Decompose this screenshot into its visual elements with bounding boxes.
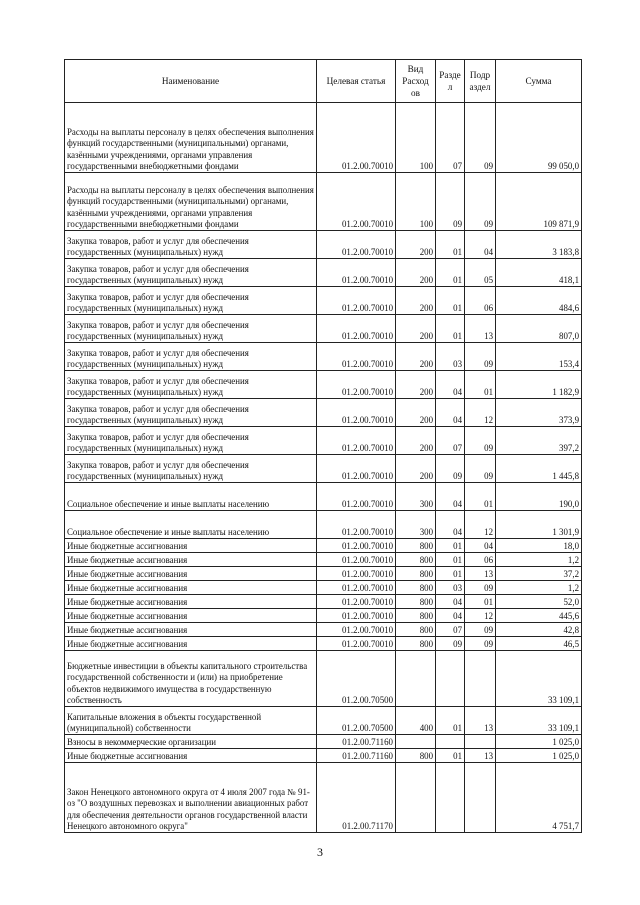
row-section: 04 [436, 511, 465, 539]
row-subsection: 12 [465, 609, 496, 623]
row-subsection: 01 [465, 371, 496, 399]
row-amount: 4 751,7 [496, 763, 582, 833]
row-code: 01.2.00.70010 [317, 539, 396, 553]
row-name: Закон Ненецкого автономного округа от 4 июля 2007 года № 91-оз "О воздушных перевозках и выполнении авиационных работ для обеспечения деятельности органов государственной власти Ненецкого автономного округа" [65, 763, 317, 833]
row-name: Иные бюджетные ассигнования [65, 609, 317, 623]
row-section [436, 651, 465, 707]
row-section: 04 [436, 483, 465, 511]
row-subsection: 12 [465, 511, 496, 539]
row-type: 100 [396, 103, 436, 173]
row-code: 01.2.00.71170 [317, 763, 396, 833]
row-name: Закупка товаров, работ и услуг для обеспечения государственных (муниципальных) нужд [65, 455, 317, 483]
row-name: Закупка товаров, работ и услуг для обеспечения государственных (муниципальных) нужд [65, 371, 317, 399]
row-subsection: 09 [465, 103, 496, 173]
row-section: 09 [436, 637, 465, 651]
row-type: 200 [396, 455, 436, 483]
row-amount: 1,2 [496, 553, 582, 567]
row-subsection: 06 [465, 553, 496, 567]
row-amount: 397,2 [496, 427, 582, 455]
row-subsection: 13 [465, 315, 496, 343]
row-amount: 99 050,0 [496, 103, 582, 173]
row-name: Закупка товаров, работ и услуг для обеспечения государственных (муниципальных) нужд [65, 399, 317, 427]
row-name: Иные бюджетные ассигнования [65, 567, 317, 581]
row-code: 01.2.00.70010 [317, 609, 396, 623]
row-subsection: 05 [465, 259, 496, 287]
table-row [65, 399, 582, 427]
row-name: Иные бюджетные ассигнования [65, 595, 317, 609]
table-row [65, 427, 582, 455]
table-row [65, 581, 582, 595]
row-subsection: 06 [465, 287, 496, 315]
row-section: 01 [436, 707, 465, 735]
row-subsection: 09 [465, 455, 496, 483]
row-code: 01.2.00.70010 [317, 595, 396, 609]
row-name: Закупка товаров, работ и услуг для обеспечения государственных (муниципальных) нужд [65, 231, 317, 259]
row-subsection: 13 [465, 707, 496, 735]
row-name: Иные бюджетные ассигнования [65, 539, 317, 553]
row-amount: 153,4 [496, 343, 582, 371]
row-code: 01.2.00.71160 [317, 749, 396, 763]
row-type: 200 [396, 259, 436, 287]
row-code: 01.2.00.70010 [317, 231, 396, 259]
row-code: 01.2.00.70010 [317, 483, 396, 511]
row-name: Иные бюджетные ассигнования [65, 623, 317, 637]
row-subsection: 04 [465, 539, 496, 553]
row-section: 07 [436, 427, 465, 455]
row-section: 04 [436, 595, 465, 609]
table-row [65, 651, 582, 707]
row-amount: 1 025,0 [496, 735, 582, 749]
table-row [65, 763, 582, 833]
row-code: 01.2.00.70010 [317, 581, 396, 595]
row-amount: 1 182,9 [496, 371, 582, 399]
table-row [65, 735, 582, 749]
table-row [65, 173, 582, 231]
row-amount: 190,0 [496, 483, 582, 511]
table-row [65, 231, 582, 259]
row-name: Закупка товаров, работ и услуг для обеспечения государственных (муниципальных) нужд [65, 259, 317, 287]
row-code: 01.2.00.70010 [317, 623, 396, 637]
table-body [65, 103, 582, 833]
table-row [65, 595, 582, 609]
table-row [65, 567, 582, 581]
row-type [396, 763, 436, 833]
header-target: Целевая статья [317, 60, 396, 103]
row-name: Иные бюджетные ассигнования [65, 637, 317, 651]
row-type: 800 [396, 609, 436, 623]
row-subsection: 09 [465, 427, 496, 455]
table-row [65, 371, 582, 399]
row-amount: 46,5 [496, 637, 582, 651]
row-name: Закупка товаров, работ и услуг для обеспечения государственных (муниципальных) нужд [65, 343, 317, 371]
row-name: Бюджетные инвестиции в объекты капитального строительства государственной собственности и (или) на приобретение объектов недвижимого имущества в государственную собственность [65, 651, 317, 707]
table-row [65, 637, 582, 651]
row-amount: 33 109,1 [496, 651, 582, 707]
row-name: Закупка товаров, работ и услуг для обеспечения государственных (муниципальных) нужд [65, 287, 317, 315]
row-subsection [465, 763, 496, 833]
table-row [65, 609, 582, 623]
row-amount: 109 871,9 [496, 173, 582, 231]
table-row [65, 103, 582, 173]
row-type: 800 [396, 595, 436, 609]
table-row [65, 553, 582, 567]
row-code: 01.2.00.70010 [317, 371, 396, 399]
row-type: 200 [396, 399, 436, 427]
table-row [65, 707, 582, 735]
row-amount: 37,2 [496, 567, 582, 581]
row-subsection: 01 [465, 595, 496, 609]
row-name: Иные бюджетные ассигнования [65, 581, 317, 595]
row-section: 01 [436, 553, 465, 567]
row-name: Закупка товаров, работ и услуг для обеспечения государственных (муниципальных) нужд [65, 427, 317, 455]
row-code: 01.2.00.70010 [317, 511, 396, 539]
row-code: 01.2.00.70010 [317, 399, 396, 427]
row-subsection: 09 [465, 623, 496, 637]
row-type: 200 [396, 287, 436, 315]
row-code: 01.2.00.70010 [317, 637, 396, 651]
table-row [65, 455, 582, 483]
row-type: 800 [396, 553, 436, 567]
row-amount: 484,6 [496, 287, 582, 315]
row-section: 01 [436, 287, 465, 315]
row-name: Капитальные вложения в объекты государственной (муниципальной) собственности [65, 707, 317, 735]
row-amount: 1 301,9 [496, 511, 582, 539]
table-row [65, 287, 582, 315]
row-section: 04 [436, 399, 465, 427]
row-amount: 445,6 [496, 609, 582, 623]
row-subsection [465, 651, 496, 707]
row-code: 01.2.00.70010 [317, 173, 396, 231]
row-section: 01 [436, 749, 465, 763]
row-name: Расходы на выплаты персоналу в целях обеспечения выполнения функций государственными (муниципальными) органами, казёнными учреждениями, органами управления государственными внебюджетными фондами [65, 173, 317, 231]
row-type: 200 [396, 427, 436, 455]
row-type: 800 [396, 539, 436, 553]
row-amount: 1 025,0 [496, 749, 582, 763]
row-name: Расходы на выплаты персоналу в целях обеспечения выполнения функций государственными (муниципальными) органами, казёнными учреждениями, органами управления государственными внебюджетными фондами [65, 103, 317, 173]
row-subsection: 12 [465, 399, 496, 427]
row-subsection: 13 [465, 749, 496, 763]
table-row [65, 343, 582, 371]
row-subsection: 09 [465, 637, 496, 651]
row-section: 04 [436, 371, 465, 399]
row-subsection [465, 735, 496, 749]
row-subsection: 09 [465, 581, 496, 595]
table-row [65, 483, 582, 511]
header-amount: Сумма [496, 60, 582, 103]
row-section: 01 [436, 539, 465, 553]
row-name: Социальное обеспечение и иные выплаты населению [65, 511, 317, 539]
row-type: 800 [396, 623, 436, 637]
row-type: 400 [396, 707, 436, 735]
row-amount: 373,9 [496, 399, 582, 427]
row-code: 01.2.00.70010 [317, 287, 396, 315]
table-row [65, 315, 582, 343]
row-section: 01 [436, 567, 465, 581]
row-amount: 418,1 [496, 259, 582, 287]
row-amount: 1,2 [496, 581, 582, 595]
row-section: 07 [436, 103, 465, 173]
row-section [436, 735, 465, 749]
row-type: 200 [396, 371, 436, 399]
row-section: 03 [436, 581, 465, 595]
row-section: 07 [436, 623, 465, 637]
row-section: 04 [436, 609, 465, 623]
row-type: 800 [396, 581, 436, 595]
row-section: 01 [436, 315, 465, 343]
row-type: 300 [396, 511, 436, 539]
row-section: 09 [436, 173, 465, 231]
row-code: 01.2.00.70010 [317, 427, 396, 455]
row-code: 01.2.00.70010 [317, 259, 396, 287]
row-amount: 52,0 [496, 595, 582, 609]
header-row [65, 60, 582, 103]
row-name: Закупка товаров, работ и услуг для обеспечения государственных (муниципальных) нужд [65, 315, 317, 343]
table-row [65, 259, 582, 287]
row-type: 800 [396, 749, 436, 763]
row-type [396, 735, 436, 749]
row-subsection: 04 [465, 231, 496, 259]
row-amount: 807,0 [496, 315, 582, 343]
table-row [65, 539, 582, 553]
row-code: 01.2.00.70010 [317, 343, 396, 371]
header-subsection: Подр аздел [465, 60, 496, 103]
row-code: 01.2.00.70500 [317, 707, 396, 735]
row-subsection: 01 [465, 483, 496, 511]
row-code: 01.2.00.70500 [317, 651, 396, 707]
row-type [396, 651, 436, 707]
row-subsection: 13 [465, 567, 496, 581]
row-amount: 3 183,8 [496, 231, 582, 259]
row-code: 01.2.00.71160 [317, 735, 396, 749]
row-type: 200 [396, 315, 436, 343]
header-section: Разде л [436, 60, 465, 103]
row-subsection: 09 [465, 343, 496, 371]
row-type: 200 [396, 343, 436, 371]
row-name: Иные бюджетные ассигнования [65, 553, 317, 567]
header-type: Вид Расход ов [396, 60, 436, 103]
row-type: 200 [396, 231, 436, 259]
table-row [65, 749, 582, 763]
row-amount: 42,8 [496, 623, 582, 637]
row-section: 01 [436, 231, 465, 259]
page-number: 3 [317, 845, 323, 859]
row-type: 800 [396, 637, 436, 651]
table-row [65, 511, 582, 539]
row-section: 03 [436, 343, 465, 371]
row-subsection: 09 [465, 173, 496, 231]
budget-table [64, 59, 582, 833]
row-amount: 1 445,8 [496, 455, 582, 483]
row-code: 01.2.00.70010 [317, 567, 396, 581]
row-name: Взносы в некоммерческие организации [65, 735, 317, 749]
row-type: 800 [396, 567, 436, 581]
row-name: Социальное обеспечение и иные выплаты населению [65, 483, 317, 511]
row-code: 01.2.00.70010 [317, 553, 396, 567]
row-type: 100 [396, 173, 436, 231]
row-section: 01 [436, 259, 465, 287]
row-amount: 18,0 [496, 539, 582, 553]
row-section [436, 763, 465, 833]
row-code: 01.2.00.70010 [317, 455, 396, 483]
row-name: Иные бюджетные ассигнования [65, 749, 317, 763]
header-name: Наименование [65, 60, 317, 103]
row-code: 01.2.00.70010 [317, 103, 396, 173]
row-code: 01.2.00.70010 [317, 315, 396, 343]
row-section: 09 [436, 455, 465, 483]
row-amount: 33 109,1 [496, 707, 582, 735]
row-type: 300 [396, 483, 436, 511]
table-row [65, 623, 582, 637]
